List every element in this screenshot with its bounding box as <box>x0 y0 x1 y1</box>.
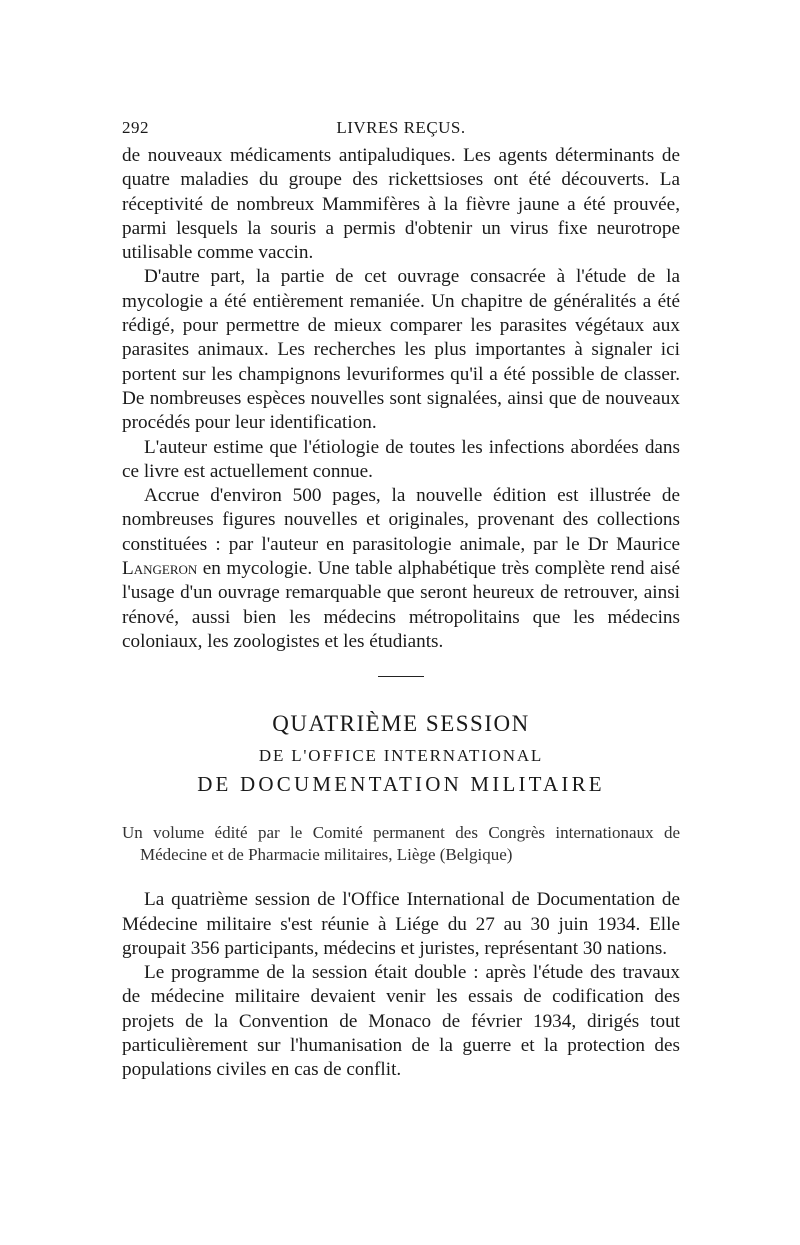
session-paragraph-2: Le programme de la session était double : après l'étude des travaux de médecine militaire devaient venir les essais de codification des projets de la Convention de Monaco de février 1934, dirigés tout particulièrement sur l'humanisation de la guerre et la protection des populations civiles en cas de conflit. <box>122 962 680 1081</box>
bibliographic-reference: Un volume édité par le Comité permanent des Congrès internationaux de Médecine et de Pharmacie militaires, Liège (Belgique) <box>122 823 680 865</box>
running-head <box>122 118 680 144</box>
review-paragraph-2: D'autre part, la partie de cet ouvrage consacrée à l'étude de la mycologie a été entièrement remaniée. Un chapitre de généralités a été rédigé, pour permettre de mieux comparer les parasites végétaux aux parasites animaux. Les recherches les plus importantes à signaler ici portent sur les champignons levuriformes qu'il a été possible de classer. De nombreuses espèces nouvelles sont signalées, ainsi que de nouveaux procédés pour leur identification. <box>122 266 680 434</box>
review-paragraph-4 <box>122 484 680 654</box>
session-body <box>122 888 680 1082</box>
section-divider <box>378 676 424 677</box>
section-heading-line-3: DE DOCUMENTATION MILITAIRE <box>197 772 605 797</box>
section-heading-line-1: QUATRIÈME SESSION <box>272 711 530 737</box>
review-paragraph-1: de nouveaux médicaments antipaludiques. Les agents déterminants de quatre maladies du groupe des rickettsioses ont été découverts. La réceptivité de nombreux Mammifères à la fièvre jaune a été prouvée, parmi lesquels la souris a permis d'obtenir un virus fixe neurotrope utilisable comme vaccin. <box>122 145 680 264</box>
author-name-langeron: Langeron <box>122 558 198 580</box>
session-paragraph-1: La quatrième session de l'Office International de Documentation de Médecine militaire s'est réunie à Liége du 27 au 30 juin 1934. Elle groupait 356 participants, médecins et juristes, représentant 30 nations. <box>122 889 680 959</box>
review-paragraph-4-part-2: en mycologie. Une table alphabétique très complète rend aisé l'usage d'un ouvrage remarquable que seront heureux de retrouver, ainsi rénové, aussi bien les médecins métropolitains que les médecins coloniaux, les zoologistes et les étudiants. <box>122 558 680 652</box>
review-paragraph-4-part-1: Accrue d'environ 500 pages, la nouvelle édition est illustrée de nombreuses figures nouvelles et originales, provenant des collections constituées : par l'auteur en parasitologie animale, par le Dr Maurice <box>122 485 680 555</box>
book-page <box>122 118 680 1083</box>
review-paragraph-3: L'auteur estime que l'étiologie de toutes les infections abordées dans ce livre est actuellement connue. <box>122 436 680 482</box>
page-number: 292 <box>122 118 149 137</box>
session-section <box>122 711 680 1082</box>
running-title: LIVRES REÇUS. <box>336 118 466 137</box>
section-heading-line-2: DE L'OFFICE INTERNATIONAL <box>258 746 544 766</box>
review-section <box>122 144 680 654</box>
